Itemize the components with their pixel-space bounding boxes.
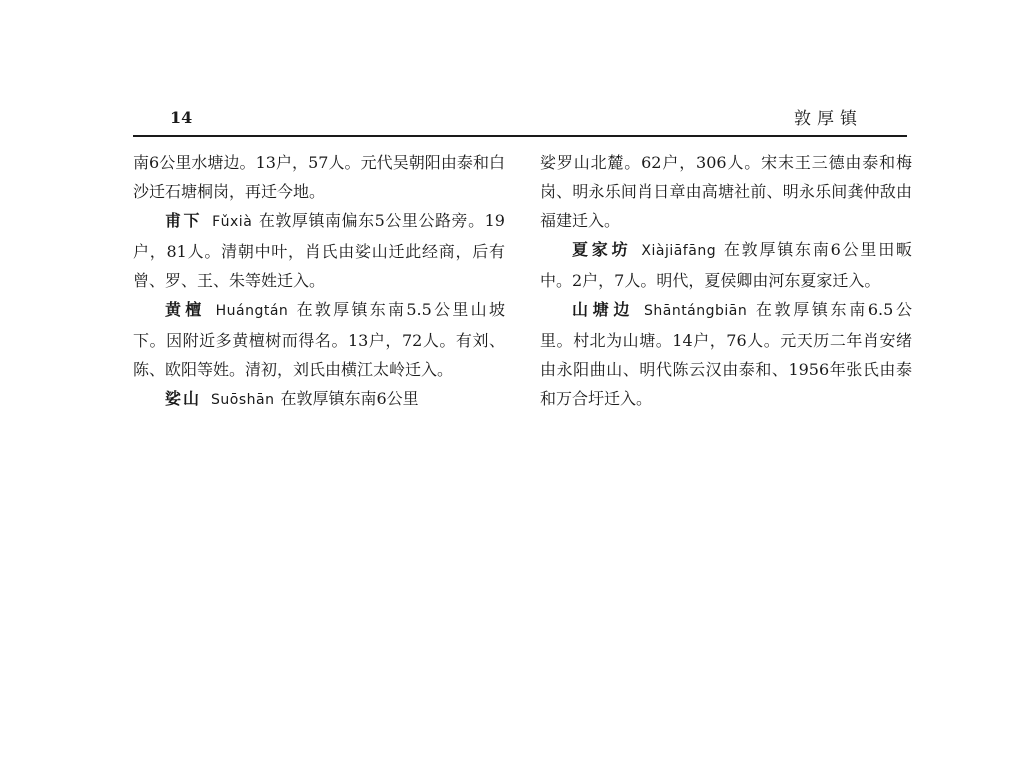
pinyin: Shāntángbiān [643, 303, 748, 319]
entry-xiajiafang [540, 235, 912, 295]
entry-text: 在敦厚镇东南5.5公里山坡下。因附近多黄檀树而得名。13户，72人。有刘、陈、欧阳等姓。清初，刘氏由横江太岭迁入。 [133, 300, 505, 379]
page-number: 14 [170, 108, 193, 127]
continuation-paragraph: 南6公里水塘边。13户，57人。元代吴朝阳由泰和白沙迁石塘桐岗，再迁今地。 [133, 153, 505, 201]
left-column [133, 148, 505, 415]
continuation-paragraph: 娑罗山北麓。62户，306人。宋末王三德由泰和梅岗、明永乐间肖日章由高塘社前、明永乐间龚仲敌由福建迁入。 [540, 153, 912, 230]
pinyin: Xiàjiāfāng [641, 243, 717, 259]
pinyin: Fǔxià [212, 214, 253, 230]
entry-text: 在敦厚镇南偏东5公里公路旁。19户，81人。清朝中叶，肖氏由娑山迁此经商，后有曾、罗、王、朱等姓迁入。 [133, 211, 505, 290]
entry-shantangbian [540, 295, 912, 413]
entry-text: 在敦厚镇东南6公里田畈中。2户，7人。明代，夏侯卿由河东夏家迁入。 [540, 240, 912, 290]
place-name: 娑山 [165, 389, 202, 408]
entry-fuxia [133, 206, 505, 295]
pinyin: Huángtán [215, 303, 289, 319]
place-name: 夏家坊 [572, 240, 632, 259]
pinyin: Suōshān [211, 392, 275, 408]
entry-huangtan [133, 295, 505, 384]
place-name: 山塘边 [572, 300, 634, 319]
entry-text: 在敦厚镇东南6公里 [280, 389, 419, 408]
entry-text: 在敦厚镇东南6.5公里。村北为山塘。14户，76人。元天历二年肖安绪由永阳曲山、明代陈云汉由泰和、1956年张氏由泰和万合圩迁入。 [540, 300, 912, 408]
place-name: 甫下 [165, 211, 203, 230]
right-column [540, 148, 912, 413]
entry-suoshan [133, 384, 505, 415]
place-name: 黄檀 [165, 300, 206, 319]
running-title: 敦厚镇 [794, 109, 863, 129]
header-rule [133, 135, 907, 137]
